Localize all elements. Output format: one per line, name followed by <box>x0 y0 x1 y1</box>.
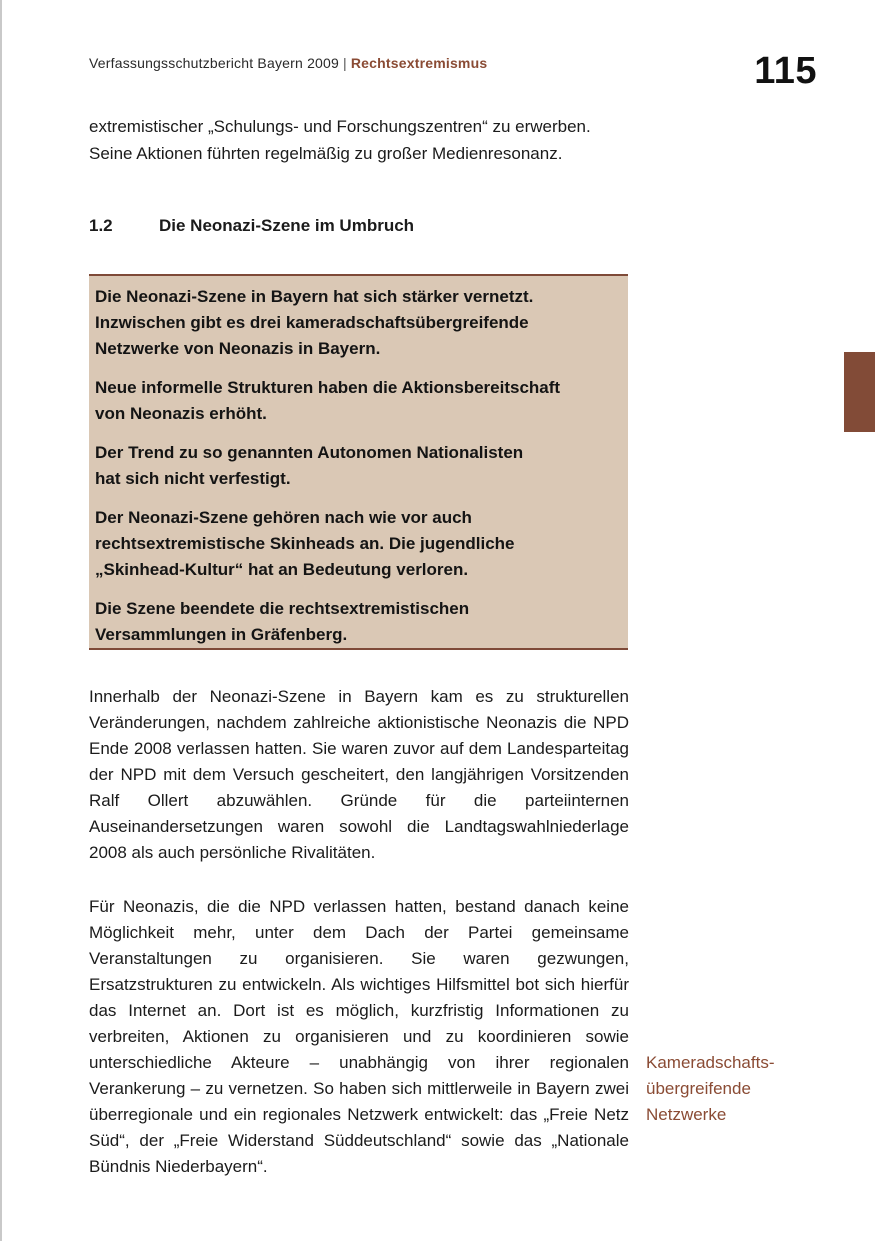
section-heading <box>89 216 414 236</box>
summary-line: Die Neonazi-Szene in Bayern hat sich stärker vernetzt. <box>95 287 534 306</box>
margin-note-line: übergreifende <box>646 1079 751 1098</box>
page-number: 115 <box>754 50 817 92</box>
summary-paragraph <box>95 505 622 583</box>
section-name: Rechtsextremismus <box>350 55 488 71</box>
margin-note-line: Netzwerke <box>646 1105 727 1124</box>
summary-box <box>89 274 628 650</box>
margin-note <box>646 1050 846 1128</box>
body-text: Für Neonazis, die die NPD verlassen hatten, bestand danach keine Möglichkeit mehr, unter dem Dach der Partei gemeinsame Veranstaltungen zu organisieren. Sie waren gezwungen, Ersatzstrukturen zu entwickeln. Als wichtiges Hilfsmittel bot sich hierfür das Internet an. Dort ist es möglich, kurzfristig Informationen zu verbreiten, Aktionen zu organisieren und zu koordinieren sowie unterschiedliche Akteure – unabhängig von ihrer regionalen Verankerung – zu vernetzen. So haben sich mittlerweile in Bayern zwei überregionale und ein regionales Netzwerk entwickelt: das „Freie Netz Süd“, der „Freie Widerstand Süddeutschland“ sowie das „Nationale Bündnis Niederbayern“. <box>89 897 629 1176</box>
summary-paragraph <box>95 596 622 648</box>
summary-line: hat sich nicht verfestigt. <box>95 469 291 488</box>
summary-line: rechtsextremistische Skinheads an. Die jugendliche <box>95 534 515 553</box>
margin-note-line: Kameradschafts- <box>646 1053 775 1072</box>
body-paragraph-1 <box>89 684 629 866</box>
page-edge <box>0 0 2 1241</box>
intro-text <box>89 114 649 167</box>
summary-paragraph <box>95 440 622 492</box>
header-separator: | <box>343 55 347 71</box>
running-head <box>89 55 487 71</box>
body-paragraph-2 <box>89 894 629 1180</box>
summary-line: Neue informelle Strukturen haben die Aktionsbereitschaft <box>95 378 561 397</box>
chapter-thumb-tab <box>844 352 875 432</box>
intro-line: Seine Aktionen führten regelmäßig zu großer Medienresonanz. <box>89 143 563 163</box>
summary-line: „Skinhead-Kultur“ hat an Bedeutung verloren. <box>95 560 469 579</box>
summary-line: Inzwischen gibt es drei kameradschaftsübergreifende <box>95 313 529 332</box>
summary-line: Der Neonazi-Szene gehören nach wie vor auch <box>95 508 472 527</box>
summary-paragraph <box>95 375 622 427</box>
summary-paragraph <box>95 284 622 362</box>
section-title: Die Neonazi-Szene im Umbruch <box>159 216 415 235</box>
section-number: 1.2 <box>89 216 113 235</box>
report-title: Verfassungsschutzbericht Bayern 2009 <box>89 55 340 71</box>
summary-line: von Neonazis erhöht. <box>95 404 267 423</box>
summary-line: Netzwerke von Neonazis in Bayern. <box>95 339 381 358</box>
summary-line: Versammlungen in Gräfenberg. <box>95 625 348 644</box>
summary-line: Die Szene beendete die rechtsextremistischen <box>95 599 470 618</box>
body-text: Innerhalb der Neonazi-Szene in Bayern kam es zu strukturellen Veränderungen, nachdem zahlreiche aktionistische Neonazis die NPD Ende 2008 verlassen hatten. Sie waren zuvor auf dem Landesparteitag der NPD mit dem Versuch gescheitert, den langjährigen Vorsitzenden Ralf Ollert abzuwählen. Gründe für die parteiinternen Auseinandersetzungen waren sowohl die Landtagswahlniederlage 2008 als auch persönliche Rivalitäten. <box>89 687 629 862</box>
summary-line: Der Trend zu so genannten Autonomen Nationalisten <box>95 443 524 462</box>
intro-line: extremistischer „Schulungs- und Forschungszentren“ zu erwerben. <box>89 117 591 136</box>
